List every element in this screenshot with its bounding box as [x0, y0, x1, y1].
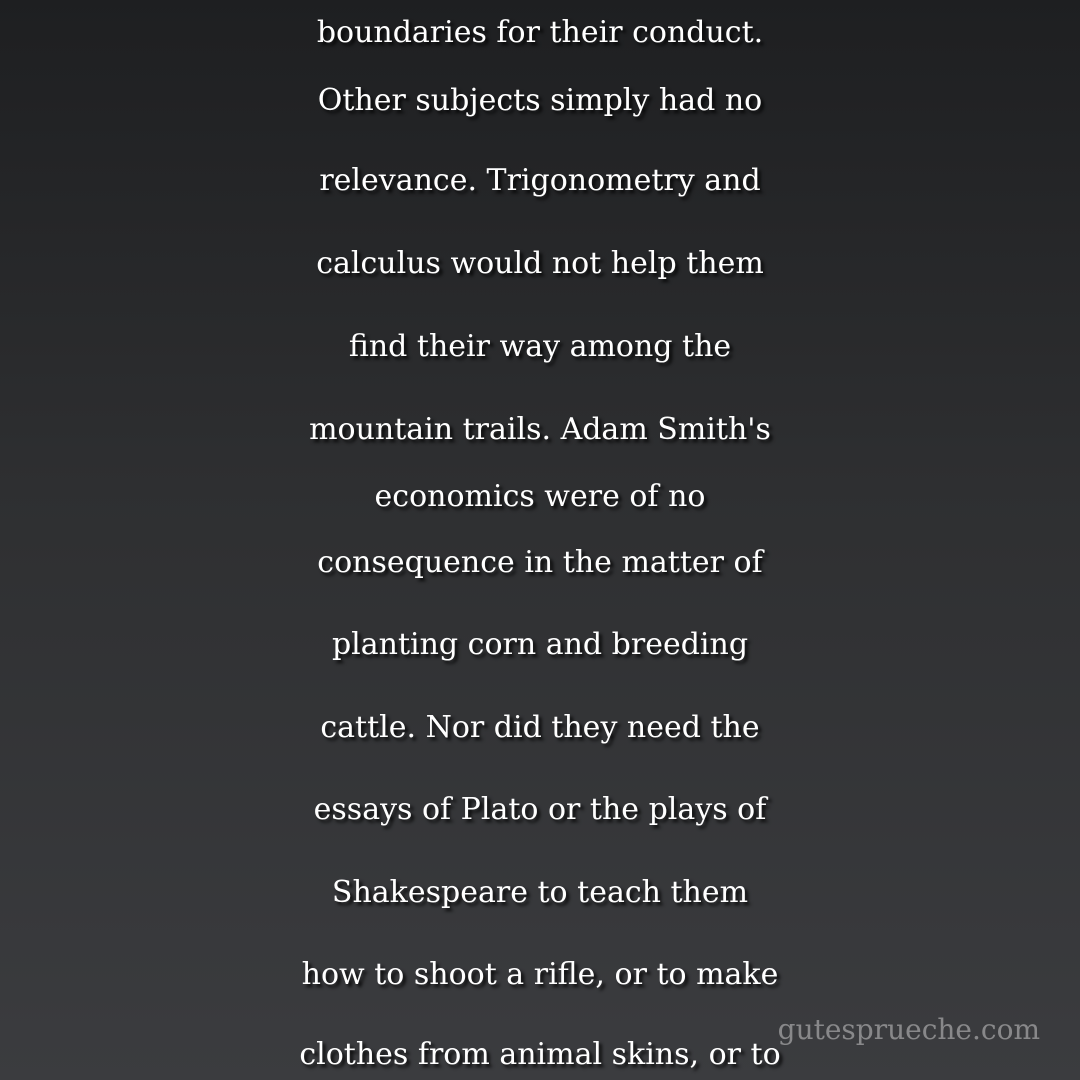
quote-line: calculus would not help them [316, 246, 764, 281]
quote-line: Other subjects simply had no [317, 83, 763, 118]
quote-line: planting corn and breeding [331, 627, 749, 662]
quote-line: boundaries for their conduct. [316, 15, 764, 50]
quote-line: clothes from animal skins, or to [299, 1037, 781, 1072]
quote-line: cattle. Nor did they need the [320, 710, 760, 745]
quote-line: consequence in the matter of [317, 545, 763, 580]
quote-line: relevance. Trigonometry and [319, 163, 761, 198]
quote-line: Shakespeare to teach them [331, 875, 749, 910]
quote-line: mountain trails. Adam Smith's [309, 412, 771, 447]
quote-line: how to shoot a rifle, or to make [301, 957, 779, 992]
quote-line: find their way among the [348, 329, 732, 364]
quote-line: essays of Plato or the plays of [313, 792, 767, 827]
quote-line: economics were of no [374, 479, 706, 514]
watermark: gutesprueche.com [777, 1013, 1040, 1046]
